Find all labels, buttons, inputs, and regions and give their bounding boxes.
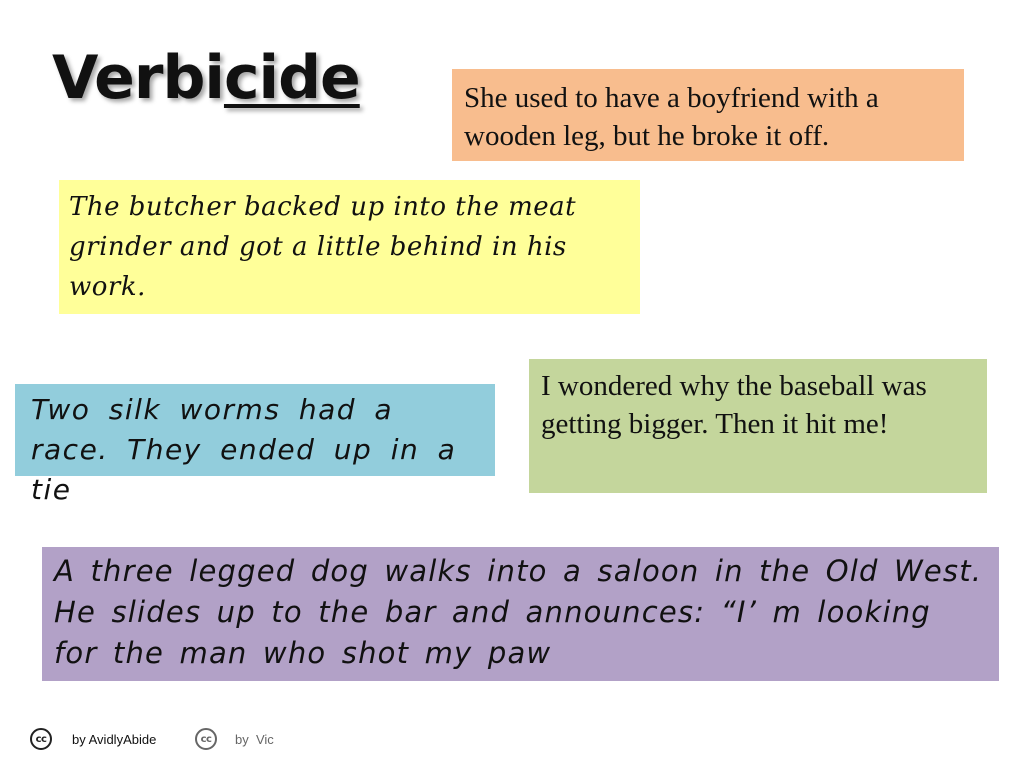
pun-text: The butcher backed up into the meat grinder and got a little behind in his work.	[69, 192, 577, 302]
pun-text: I wondered why the baseball was getting bigger. Then it hit me!	[541, 370, 927, 440]
pun-box-three-legged-dog	[42, 547, 999, 681]
pun-box-baseball	[529, 359, 987, 493]
pun-box-boyfriend	[452, 69, 964, 161]
pun-text: Two silk worms had a race. They ended up in a tie	[31, 393, 457, 506]
pun-box-silkworms	[15, 384, 495, 506]
pun-text: A three legged dog walks into a saloon in the Old West. He slides up to the bar and announces: “I’ m looking for the man who shot my paw	[54, 554, 983, 670]
credit-text[interactable]: by AvidlyAbide	[72, 731, 157, 747]
image-credit-1[interactable]	[30, 726, 156, 752]
pun-text: She used to have a boyfriend with a wooden leg, but he broke it off.	[464, 82, 879, 152]
cc-icon: cc	[30, 728, 52, 750]
image-credit-2[interactable]	[195, 726, 274, 752]
credit-text[interactable]: by Vic	[235, 731, 274, 747]
slide-title	[52, 43, 360, 113]
title-prefix: Verbi	[52, 43, 224, 113]
title-underlined-part: cide	[223, 43, 360, 113]
cc-icon: cc	[195, 728, 217, 750]
pun-box-butcher	[59, 180, 640, 314]
